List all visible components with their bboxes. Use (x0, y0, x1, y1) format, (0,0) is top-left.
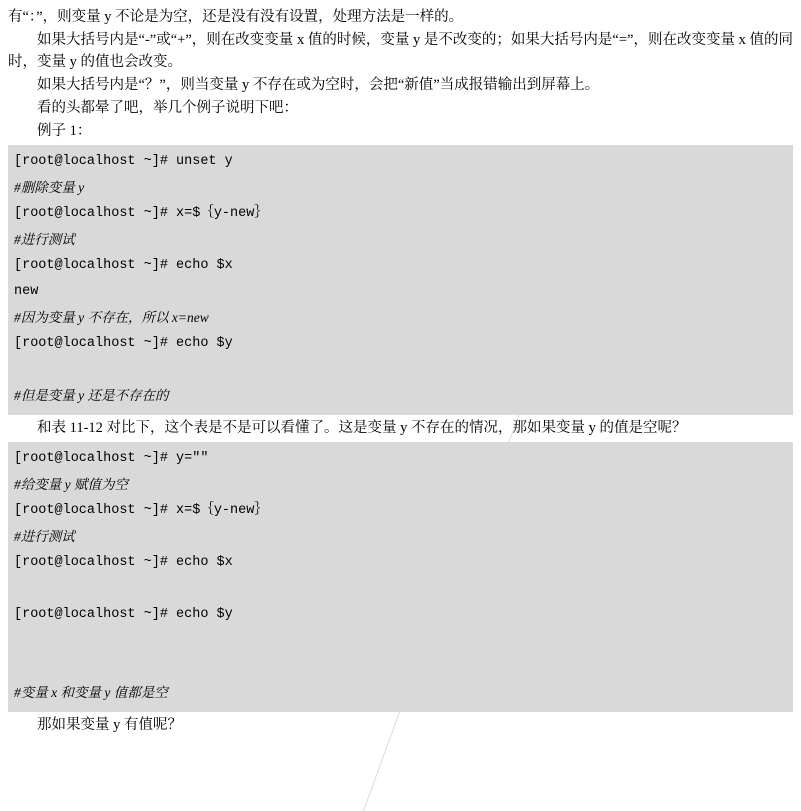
code-comment: #变量 x 和变量 y 值都是空 (14, 685, 168, 700)
code-blank-line (14, 357, 787, 383)
code-line: [root@localhost ~]# echo $x (14, 258, 233, 273)
paragraph-3: 看的头都晕了吧，举几个例子说明下吧： (37, 100, 298, 116)
code-line: [root@localhost ~]# echo $x (14, 555, 233, 570)
code-block-2 (8, 442, 793, 712)
code-comment: #给变量 y 赋值为空 (14, 477, 128, 492)
paragraph-2: 如果大括号内是“？”，则当变量 y 不存在或为空时，会把“新值”当成报错输出到屏幕上。 (37, 77, 600, 93)
code-line: [root@localhost ~]# echo $y (14, 336, 233, 351)
paragraph-1: 如果大括号内是“-”或“+”，则在改变变量 x 值的时候，变量 y 是不改变的；如果大括号内是“=”，则在改变变量 x 值的同时，变量 y 的值也会改变。 (8, 32, 793, 70)
code-blank-line (14, 576, 787, 602)
code-comment: #因为变量 y 不存在，所以 x=new (14, 310, 209, 325)
code-comment: #删除变量 y (14, 180, 85, 195)
code-block-1 (8, 145, 793, 415)
code-line: [root@localhost ~]# x=$｛y-new｝ (14, 503, 268, 518)
code-line: [root@localhost ~]# y="" (14, 451, 209, 466)
paragraph-bottom: 那如果变量 y 有值呢？ (37, 717, 182, 733)
paragraph-0: 有“：”，则变量 y 不论是为空，还是没有没有设置，处理方法是一样的。 (8, 9, 464, 25)
code-line: [root@localhost ~]# echo $y (14, 607, 233, 622)
code-comment: #进行测试 (14, 232, 75, 247)
code-output: new (14, 284, 39, 299)
code-line: [root@localhost ~]# x=$｛y-new｝ (14, 206, 268, 221)
paragraph-middle: 和表 11-12 对比下，这个表是不是可以看懂了。这是变量 y 不存在的情况，那如果变量 y 的值是空呢？ (37, 420, 687, 436)
code-line: [root@localhost ~]# unset y (14, 154, 233, 169)
code-blank-line (14, 628, 787, 654)
code-comment: #进行测试 (14, 529, 75, 544)
code-comment: #但是变量 y 还是不存在的 (14, 388, 169, 403)
code-blank-line (14, 654, 787, 680)
paragraph-4: 例子 1： (37, 123, 92, 139)
